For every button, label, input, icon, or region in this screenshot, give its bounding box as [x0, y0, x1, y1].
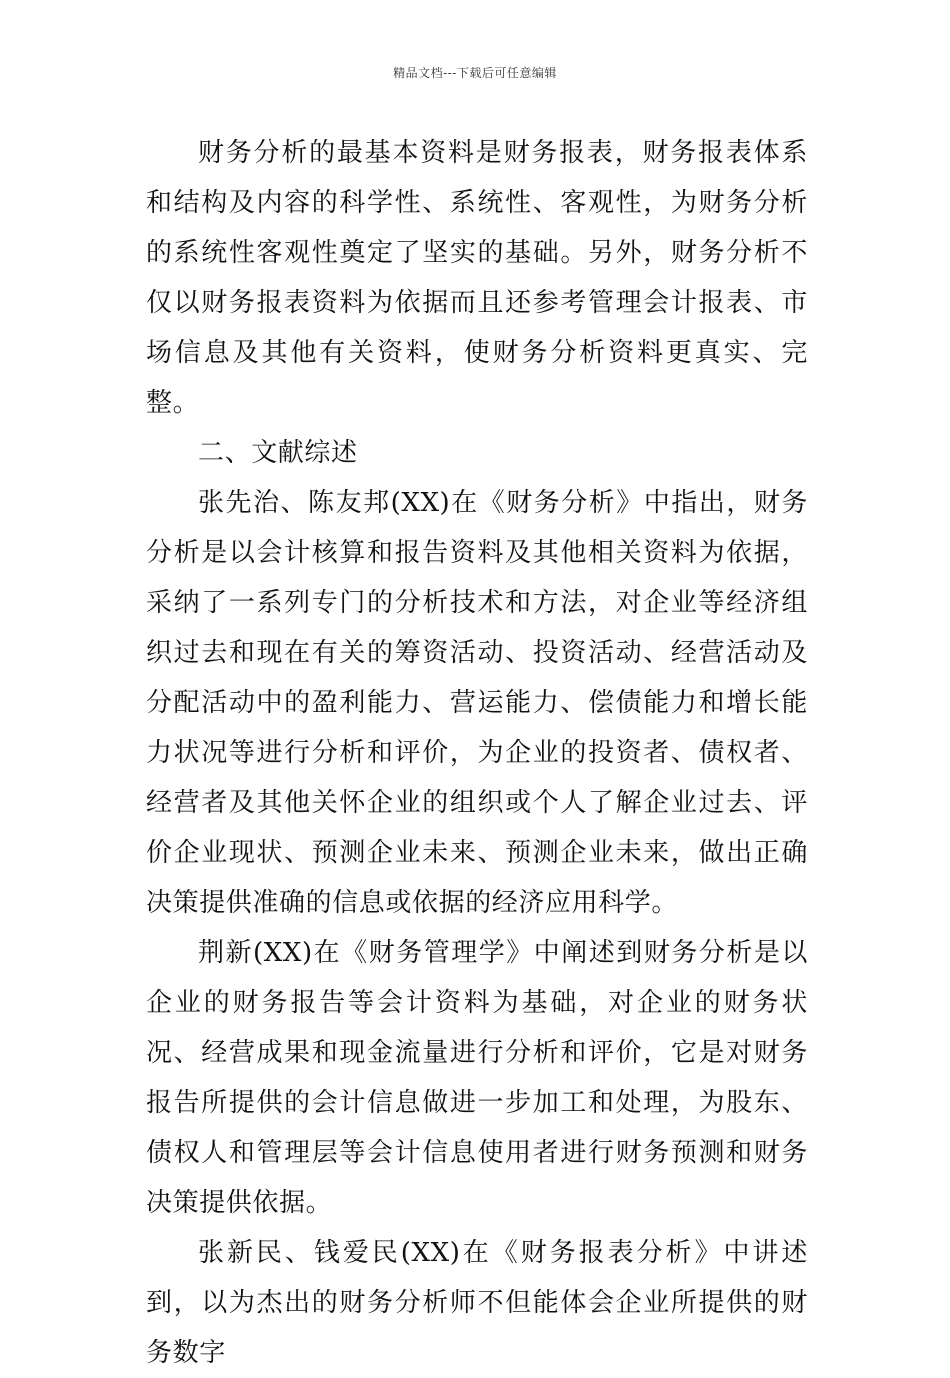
paragraph-financial-statements: 财务分析的最基本资料是财务报表，财务报表体系和结构及内容的科学性、系统性、客观性，为财务分析的系统性客观性奠定了坚实的基础。另外，财务分析不仅以财务报表资料为依据而且还参考管理会计报表、市场信息及其他有关资料，使财务分析资料更真实、完整。: [146, 138, 808, 418]
paragraph-zhang-qian: 张新民、钱爱民(XX)在《财务报表分析》中讲述到，以为杰出的财务分析师不但能体会企业所提供的财务数字: [146, 1238, 808, 1368]
paragraph-jing-xin: 荆新(XX)在《财务管理学》中阐述到财务分析是以企业的财务报告等会计资料为基础，对企业的财务状况、经营成果和现金流量进行分析和评价，它是对财务报告所提供的会计信息做进一步加工和处理，为股东、债权人和管理层等会计信息使用者进行财务预测和财务决策提供依据。: [146, 938, 808, 1218]
section-heading-literature-review: 二、文献综述: [198, 438, 358, 468]
document-body: [146, 128, 808, 1378]
page-header: 精品文档---下载后可任意编辑: [393, 66, 557, 80]
paragraph-zhang-chen: 张先治、陈友邦(XX)在《财务分析》中指出，财务分析是以会计核算和报告资料及其他相关资料为依据，采纳了一系列专门的分析技术和方法，对企业等经济组织过去和现在有关的筹资活动、投资活动、经营活动及分配活动中的盈利能力、营运能力、偿债能力和增长能力状况等进行分析和评价，为企业的投资者、债权者、经营者及其他关怀企业的组织或个人了解企业过去、评价企业现状、预测企业未来、预测企业未来，做出正确决策提供准确的信息或依据的经济应用科学。: [146, 488, 808, 918]
